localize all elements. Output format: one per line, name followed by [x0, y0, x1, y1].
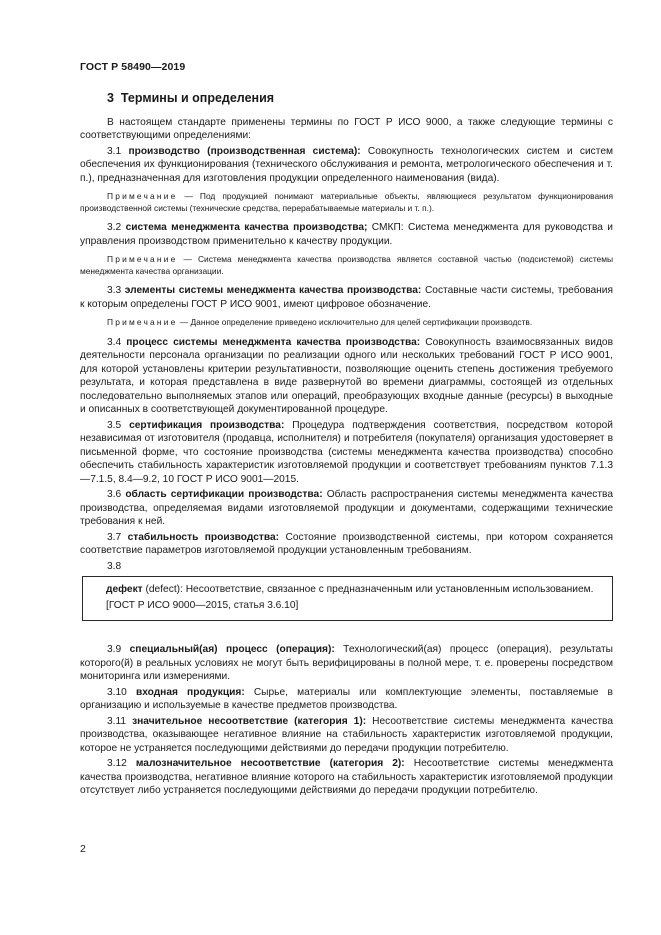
term-3-11	[80, 715, 613, 756]
term-number: 3.11	[107, 715, 127, 727]
note-3-2	[80, 254, 613, 277]
note-label: Примечание	[107, 317, 178, 327]
term-name: процесс системы менеджмента качества производства:	[126, 336, 421, 348]
intro-paragraph: В настоящем стандарте применены термины по ГОСТ Р ИСО 9000, а также следующие термины с соответствующими определениями:	[80, 116, 613, 141]
term-3-2	[80, 221, 613, 248]
note-text: — Система менеджмента качества производства является составной частью (подсистемой) системы менеджмента качества организации.	[80, 254, 613, 276]
term-name: система менеджмента качества производства;	[125, 222, 368, 233]
note-text: — Данное определение приведено исключительно для целей сертификации производств.	[177, 317, 533, 327]
term-name: стабильность производства:	[127, 531, 280, 543]
term-number: 3.9	[107, 644, 122, 655]
term-name: специальный(ая) процесс (операция):	[129, 644, 335, 655]
note-text: — Под продукцией понимают материальные объекты, являющиеся результатом функционирования производственной системы (технические средства, перерабатываемые материалы и т. п.).	[80, 191, 613, 213]
term-definition: (defect): Несоответствие, связанное с предназначенным или установленным использованием.	[142, 584, 594, 595]
note-3-3	[80, 317, 613, 329]
note-3-1	[80, 191, 613, 214]
term-3-3	[80, 284, 613, 311]
term-number: 3.7	[107, 531, 122, 543]
term-number: 3.4	[107, 336, 122, 348]
term-3-1	[80, 145, 613, 186]
term-name: производство (производственная система):	[128, 145, 361, 157]
term-number: 3.3	[107, 285, 122, 296]
term-3-10	[80, 686, 613, 713]
page-number: 2	[80, 843, 86, 855]
term-name: значительное несоответствие (категория 1):	[132, 715, 367, 727]
term-definition: Несоответствие системы менеджмента качества производства, оказывающее негативное влияние на стабильность характеристик изготовляемой продукции, которое не устраняется последующими действиями до передачи продукции потребителю.	[80, 715, 613, 754]
term-definition: Совокупность взаимосвязанных видов деятельности персонала организации по реализации одного или нескольких требований ГОСТ Р ИСО 9001, для которой установлены критерии результативности, позволяющие оценить степень достижения требуемого результата, и которая представлена в виде развернутой во времени диаграммы, состоящей из отдельных последовательно выполняемых этапов или операций, преобразующих входные данные (ресурсы) в выходные и описанных в соответствующей документированной процедуре.	[80, 336, 613, 415]
term-number: 3.10	[107, 686, 127, 698]
term-3-8-number: 3.8	[107, 560, 122, 572]
term-name: входная продукция:	[135, 686, 245, 698]
term-definition: СМКП: Система менеджмента для руководства и управления производством применительно к качеству продукции.	[80, 222, 613, 247]
term-number: 3.6	[107, 489, 122, 500]
term-3-4	[80, 336, 613, 417]
term-name: сертификация производства:	[129, 419, 285, 431]
term-3-12	[80, 757, 613, 798]
term-number: 3.1	[107, 145, 122, 157]
term-3-7	[80, 531, 613, 558]
term-definition: Несоответствие системы менеджмента качества производства, негативное влияние которого на стабильность характеристик изготовляемой продукции отсутствует либо устраняется последующими действиями до передачи продукции потребителю.	[80, 758, 613, 796]
term-3-6	[80, 488, 613, 529]
definition-source: [ГОСТ Р ИСО 9000—2015, статья 3.6.10]	[106, 599, 299, 611]
term-number: 3.12	[107, 758, 127, 769]
note-label: Примечание	[107, 254, 178, 264]
boxed-definition	[91, 583, 602, 597]
term-name: область сертификации производства:	[125, 489, 323, 500]
standard-header: ГОСТ Р 58490—2019	[80, 61, 186, 73]
term-definition: Сырье, материалы или комплектующие элементы, поставляемые в организацию и используемые в качестве предметов производства.	[80, 686, 613, 711]
term-definition: Совокупность технологических систем и систем обеспечения их функционирования (технического обслуживания и ремонта, метрологического обеспечения и т. п.), предназначенная для изготовления продукции определенного наименования (вида).	[80, 145, 613, 184]
term-name: малозначительное несоответствие (категория 2):	[135, 758, 405, 769]
term-definition: Область распространения системы менеджмента качества производства, определяемая видами изготовляемой продукции и документами, содержащими технические требования к ней.	[80, 489, 613, 527]
term-name: дефект	[106, 584, 143, 595]
note-label: Примечание	[107, 191, 178, 201]
section-title-text: Термины и определения	[120, 91, 275, 105]
quoted-definition-box	[82, 576, 613, 621]
term-definition: Составные части системы, требования к которым определены ГОСТ Р ИСО 9001, имеют цифровое обозначение.	[80, 285, 613, 310]
section-title	[107, 92, 613, 106]
term-3-9	[80, 643, 613, 684]
term-definition: Состояние производственной системы, при котором сохраняется соответствие параметров изготовляемой продукции установленным требованиям.	[80, 531, 613, 556]
section-number: 3	[107, 91, 114, 105]
term-number: 3.5	[107, 419, 122, 431]
term-3-5	[80, 419, 613, 487]
document-content	[80, 92, 613, 800]
term-name: элементы системы менеджмента качества производства:	[124, 285, 422, 296]
term-definition: Технологический(ая) процесс (операция), результаты которого(й) в реальных условиях не могут быть верифицированы в полной мере, т. е. проверены посредством мониторинга или измерениями.	[80, 644, 613, 682]
term-number: 3.2	[107, 222, 122, 233]
term-definition: Процедура подтверждения соответствия, посредством которой независимая от изготовителя (продавца, исполнителя) и потребителя (покупателя) организация удостоверяет в письменной форме, что состояние производства (системы менеджмента качества производства) способно обеспечить стабильность характеристик изготовляемой продукции и соответствует требованиям пунктов 7.1.3—7.1.5, 8.4—9.2, 10 ГОСТ Р ИСО 9001—2015.	[80, 419, 613, 485]
